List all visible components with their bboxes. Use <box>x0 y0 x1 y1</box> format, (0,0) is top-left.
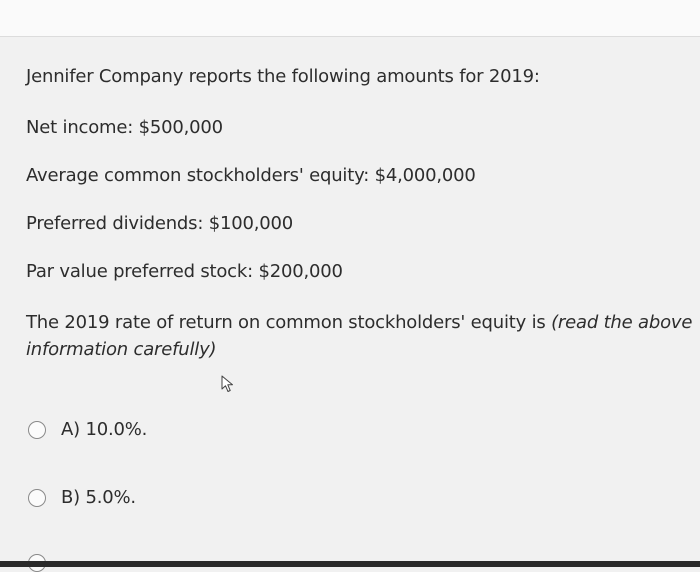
option-b-label: B) 5.0%. <box>61 487 136 508</box>
radio-button-icon[interactable] <box>28 489 46 507</box>
fact-preferred-dividends: Preferred dividends: $100,000 <box>26 213 294 234</box>
header-divider <box>0 36 700 37</box>
option-a[interactable] <box>28 419 147 440</box>
option-b[interactable] <box>28 487 136 508</box>
mouse-pointer-icon <box>221 375 235 393</box>
question-prompt <box>26 309 694 363</box>
option-a-label: A) 10.0%. <box>61 419 148 440</box>
bottom-band <box>0 561 700 567</box>
radio-button-icon[interactable] <box>28 421 46 439</box>
question-prompt-emphasis: (read the above information carefully) <box>26 312 693 360</box>
fact-par-value-preferred: Par value preferred stock: $200,000 <box>26 261 343 282</box>
fact-average-equity: Average common stockholders' equity: $4,000,000 <box>26 165 476 186</box>
top-band <box>0 0 700 36</box>
fact-net-income: Net income: $500,000 <box>26 117 223 138</box>
question-intro: Jennifer Company reports the following amounts for 2019: <box>26 66 540 87</box>
question-prompt-text: The 2019 rate of return on common stockholders' equity is <box>26 312 552 333</box>
